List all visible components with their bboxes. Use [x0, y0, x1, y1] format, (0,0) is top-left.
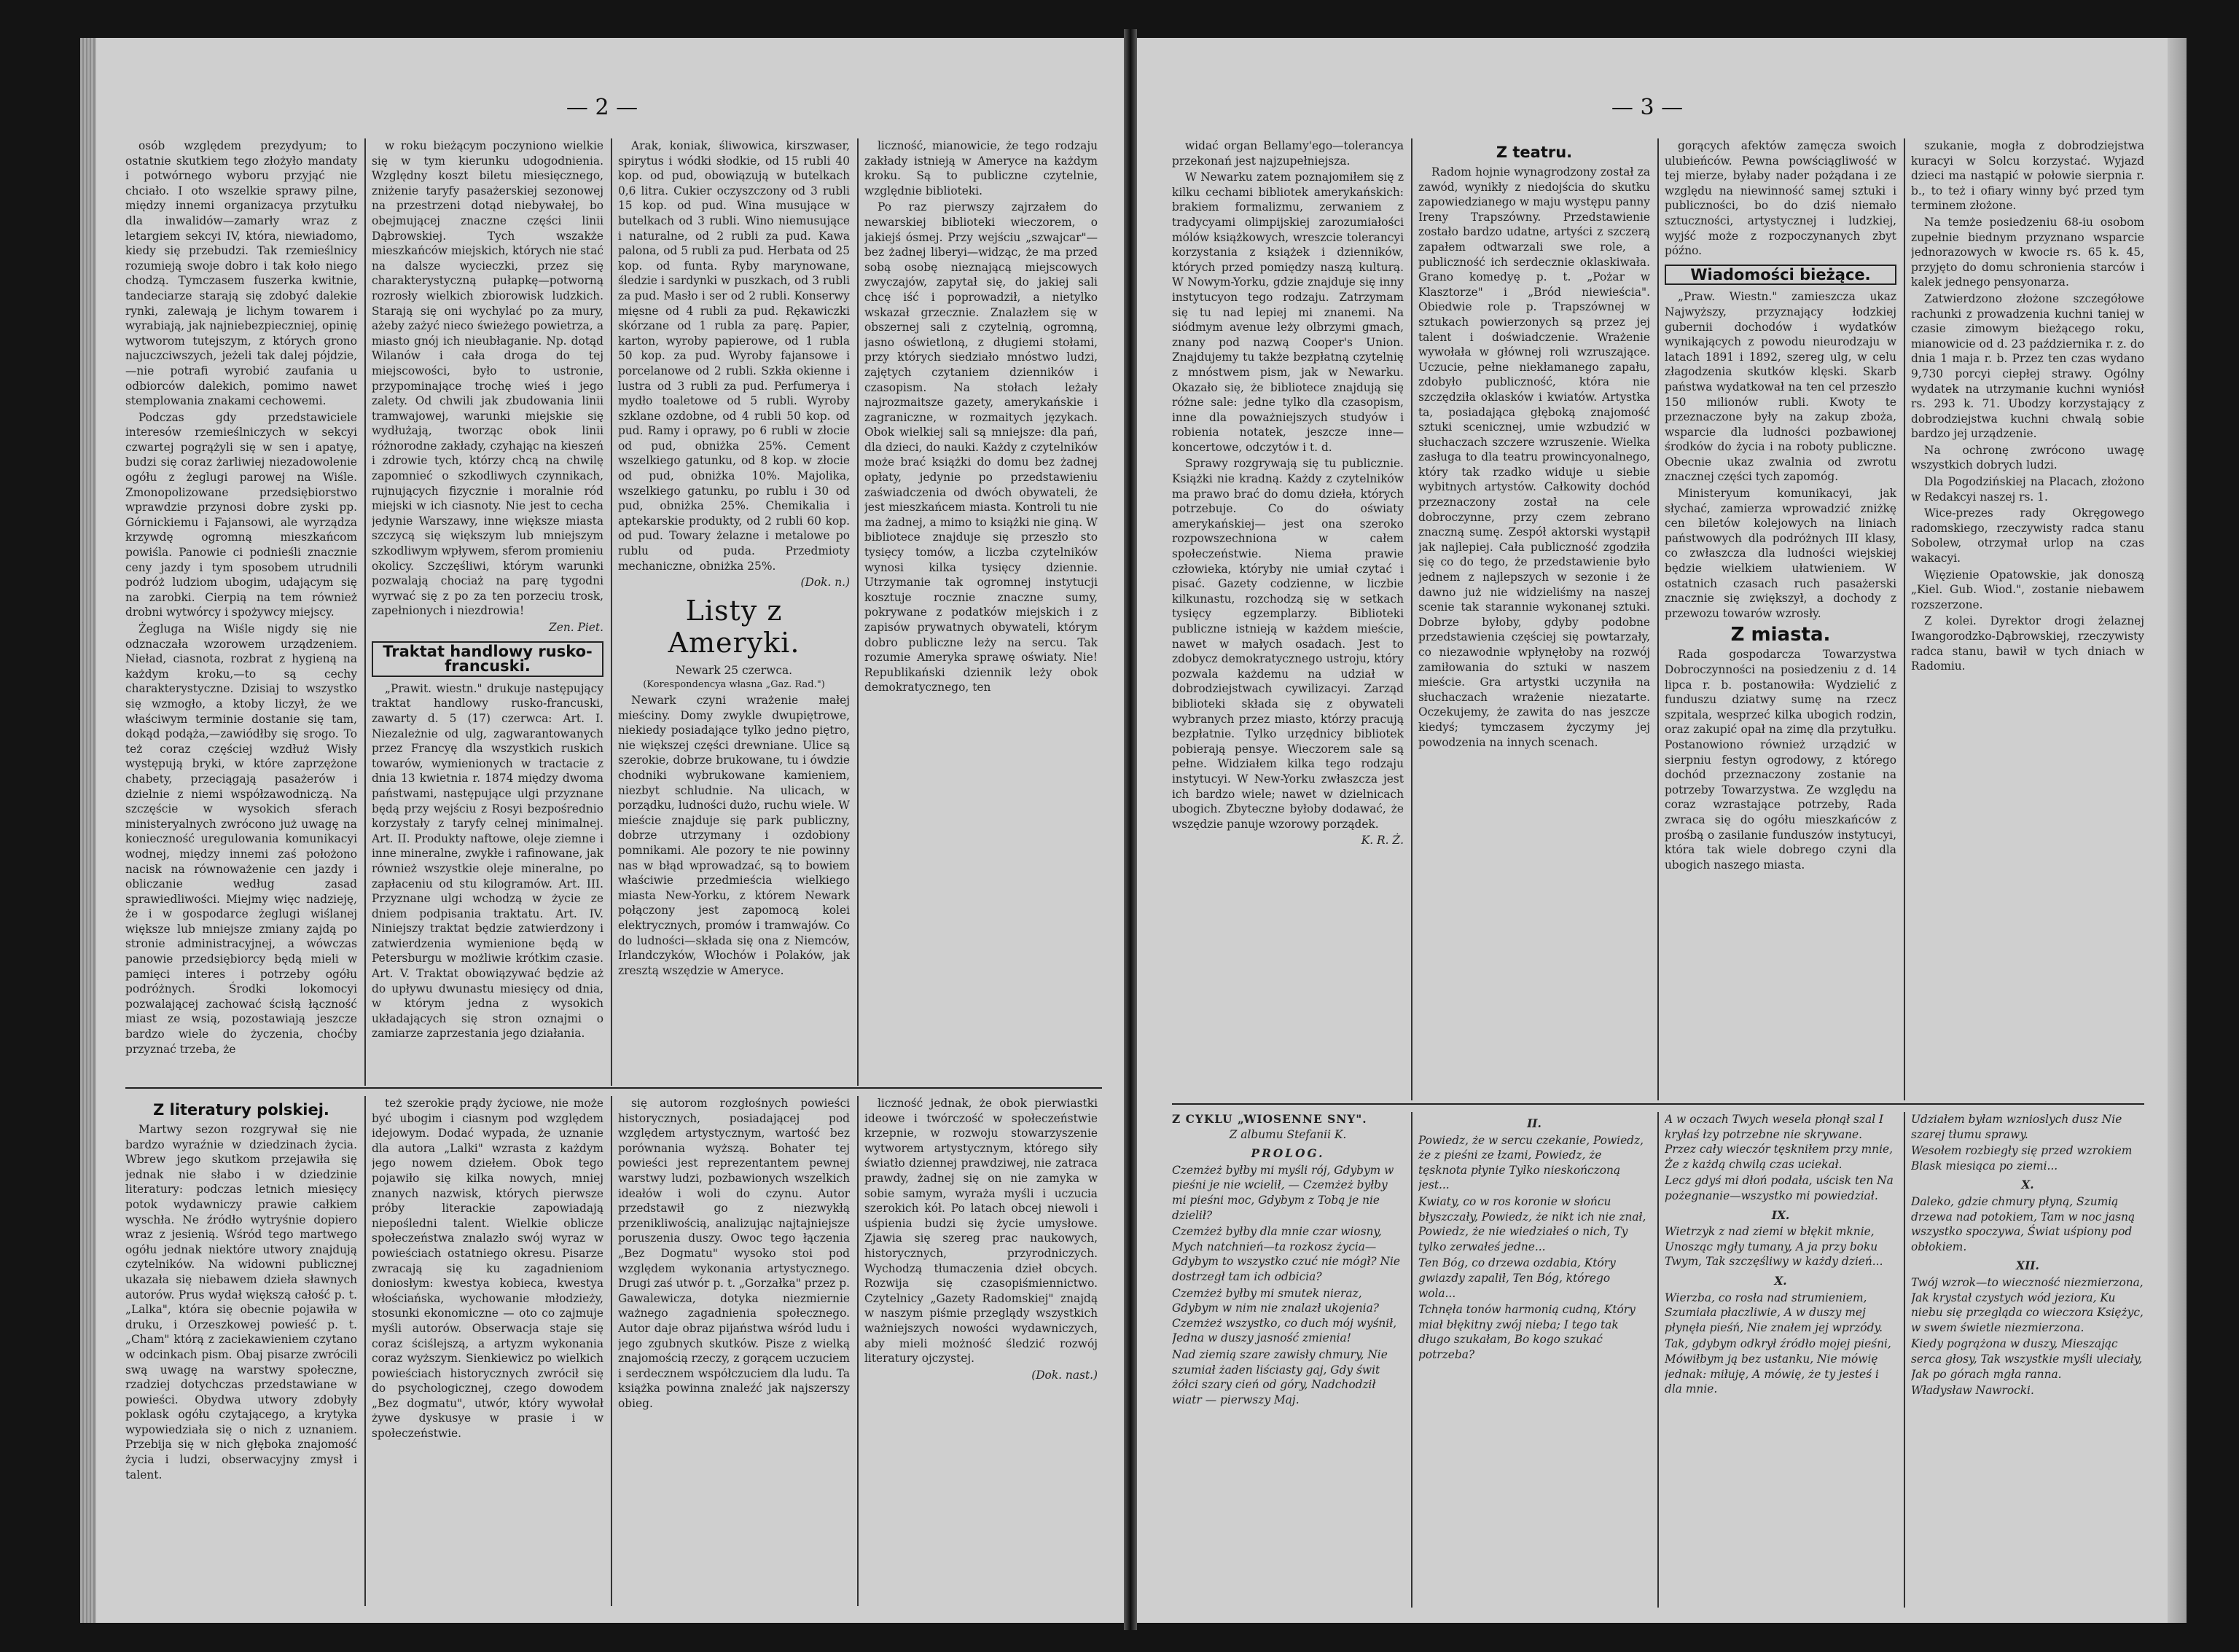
paragraph: Wice-prezes rady Okręgowego radomskiego, rzeczywisty radca stanu Sobolew, otrzymał urlop na czas wakacyi. — [1911, 506, 2144, 565]
stanza: Czemżeż byłby mi smutek nieraz, Gdybym w nim nie znalazł ukojenia? Czemżeż wszystko, co duch mój wyśnił, Jedna w duszy jasność zmienia! — [1172, 1286, 1397, 1345]
stanza: Udziałem byłam wznioslych dusz Nie szarej tłumu sprawy. — [1911, 1113, 2122, 1141]
literature-col-2 — [372, 1096, 603, 1606]
stanza: A w oczach Twych wesela płonął szal I kryłaś łzy potrzebne nie skrywane. Przez cały wieczór tęskniłem przy mnie, Że z każdą chwilą czas uciekał. — [1665, 1113, 1894, 1171]
page-number: — 2 — — [566, 95, 638, 120]
poem-title: Z CYKLU „WIOSENNE SNY". — [1172, 1113, 1367, 1126]
poem-section-heading: XII. — [2016, 1259, 2039, 1273]
paragraph: Ministeryum komunikacyi, jak słychać, zamierza wprowadzić zniżkę cen biletów kolejowych na liniach państwowych dla podróżnych III klasy, co zwłaszcza dla ludności wiejskiej będzie wielkiem ułatwieniem. W ostatnich czasach ruch pasażerski znacznie się zwiększył, a dochody z przewozu towarów wzrosły. — [1665, 487, 1896, 620]
column-divider — [364, 1096, 366, 1606]
section-rule — [125, 1087, 1102, 1089]
continuation-note: (Dok. n.) — [800, 576, 850, 590]
paragraph: Zatwierdzono złożone szczegółowe rachunki z prowadzenia kuchni taniej w czasie zimowym bieżącego roku, mianowicie od d. 23 października r. z. do dnia 1 maja r. b. Przez ten czas wydano 9,730 porcyi ciepłej strawy. Ogólny wydatek na utrzymanie kuchni wyniósł rs. 293 k. 71. Ubodzy korzystający z dobrodziejstwa kuchni chwalą sobie bardzo jej urządzenie. — [1911, 291, 2144, 441]
paragraph: osób względem prezydyum; to ostatnie skutkiem tego złożyło mandaty i potwórnego wyboru przyjąć nie chciało. I oto wszelkie sprawy pilne, między innemi organizacya przytułku dla inwalidów—zamarły wraz z letargiem sekcyi IV, która, niewiadomo, kiedy się przebudzi. Tak rzemieślnicy rozumieją swoje dobro i tak koło niego chodzą. Tymczasem fuszerka kwitnie, tandeciarze starają się zdobyć dalekie rynki, zalewają je lichym towarem i wyrabiają, jak najniebezpieczniej, opinię wytworom tutejszym, z których grono najuczciwszych, jeżeli tak dalej pójdzie,—nie potrafi wyrobić zaufania u odbiorców dalekich, pomimo nawet stemplowania znakami cechowemi. — [125, 139, 357, 408]
poem-section-heading: II. — [1527, 1117, 1541, 1130]
poem-section-heading: IX. — [1771, 1208, 1790, 1222]
right-page — [1137, 38, 2187, 1623]
paragraph: się autorom rozgłośnych powieści historycznych, posiadającej pod względem artystycznym, wartość bez porównania wyższą. Bohater tej powieści jest reprezentantem pewnej warstwy ludzi, pozbawionych wszelkich ideałów i woli do czynu. Autor przedstawił go z niezwykłą przenikliwością, analizując najtajniejsze poruszenia duszy. Owoc tego łączenia „Bez Dogmatu" wysoko stoi pod względem wykonania artystycznego. Drugi zaś utwór p. t. „Gorzałka" przez p. Gawalewicza, dotyka niezmiernie ważnego zagadnienia społecznego. Autor daje obraz pijaństwa wśród ludu i jego zgubnych skutków. Pisze z wielką znajomością rzeczy, z gorącem uczuciem i serdecznem współczuciem dla ludu. Ta książka powinna znaleźć jak najszerszy obieg. — [618, 1097, 850, 1410]
stanza: Ten Bóg, co drzewa ozdabia, Który gwiazdy zapalił, Ten Bóg, którego wola... — [1418, 1256, 1616, 1300]
paragraph: Więzienie Opatowskie, jak donoszą „Kiel. Gub. Wiod.", zostanie niebawem rozszerzone. — [1911, 568, 2144, 611]
page-number: — 3 — — [1611, 95, 1684, 120]
literature-col-4 — [864, 1096, 1098, 1606]
section-heading-america: Listy z Ameryki. — [668, 594, 800, 659]
paragraph: Na temże posiedzeniu 68-iu osobom zupełnie biednym przyznano wsparcie jednorazowych w kwocie rs. 65 k. 45, przyjęto do domu schronienia starców i kalek jednego pensyonarza. — [1911, 215, 2144, 289]
column-divider — [611, 138, 612, 1086]
paragraph: „Prawit. wiestn." drukuje następujący traktat handlowy rusko-francuski, zawarty d. 5 (17) czerwca: Art. I. Niezależnie od ulg, zagwarantowanych przez Francyę dla wszystkich ruskich towarów, wymienionych w tractacie z dnia 13 kwietnia r. 1874 między dwoma państwami, następujące ulgi przyznane będą przy wejściu z Rosyi bezpośrednio korzystały z taryfy celnej minimalnej. Art. II. Produkty naftowe, oleje ziemne i inne mineralne, zwykłe i rafinowane, jak również wszystkie oleje mineralne, po zapłaceniu od stu kilogramów. Art. III. Przyznane ulgi wchodzą w życie ze dniem podpisania traktatu. Art. IV. Niniejszy traktat będzie zatwierdzony i zatwierdzenia wymienione będą w Petersburgu w możliwie krótkim czasie. Art. V. Traktat obowiązywać będzie aż do upływu dwunastu miesięcy od dnia, w którym jedna z wysokich układających się stron oznajmi o zamiarze zaprzestania jego działania. — [372, 681, 603, 1041]
stanza: Daleko, gdzie chmury płyną, Szumią drzewa nad potokiem, Tam w noc jasną wszystko spoczywa, Świat uśpiony pod obłokiem. — [1911, 1194, 2136, 1253]
column-divider — [1657, 138, 1659, 1100]
stanza: Lecz gdyś mi dłoń podała, uścisk ten Na pożegnanie—wszystko mi powiedział. — [1665, 1174, 1894, 1202]
stanza: Czemżeż byłby dla mnie czar wiosny, Mych natchnień—ta rozkosz życia— Gdybym to wszystko czuć nie mógł? Nie dostrzegł tam ich odbicia? — [1172, 1225, 1400, 1283]
stanza: Czemżeż byłby mi myśli rój, Gdybym w pieśni je nie wcielił, — Czemżeż byłby mi pieśni moc, Gdybym z Tobą je nie dzielił? — [1172, 1163, 1394, 1222]
column-divider — [1411, 138, 1412, 1100]
author-signature: Zen. Piet. — [549, 621, 603, 634]
poem-col-3 — [1665, 1112, 1896, 1608]
left-col-4 — [864, 138, 1098, 1086]
paragraph: „Praw. Wiestn." zamieszcza ukaz Najwyższy, przyznający łodzkiej gubernii dochodów i wydatków wynikających z powodu nieurodzaju w latach 1891 i 1892, szereg ulg, w celu złagodzenia skutków klęski. Skarb państwa wydatkował na ten cel przeszło 150 milionów rubli. Kwoty te przeznaczone były na zakup zboża, wsparcie dla ludności pozbawionej środków do życia i na roboty publiczne. Obecnie ukaz zwalnia od zwrotu znacznej części tych zapomóg. — [1665, 290, 1896, 484]
left-col-2 — [372, 138, 603, 1086]
paragraph: liczność, mianowicie, że tego rodzaju zakłady istnieją w Ameryce na każdym kroku. Są to publiczne czytelnie, względnie biblioteki. — [864, 139, 1098, 197]
poem-col-4 — [1911, 1112, 2144, 1608]
poem-col-1 — [1172, 1112, 1404, 1608]
section-heading-theatre: Z teatru. — [1496, 144, 1573, 161]
column-divider — [1904, 1112, 1905, 1608]
left-page — [80, 38, 1124, 1623]
column-divider — [857, 1096, 859, 1606]
correspondence-note: (Korespondencya własna „Gaz. Rad.") — [643, 679, 825, 691]
right-col-4 — [1911, 138, 2144, 1100]
author-signature: Władysław Nawrocki. — [1911, 1384, 2034, 1398]
poem-section-heading: X. — [1774, 1274, 1787, 1288]
paragraph: Martwy sezon rozgrywał się nie bardzo wyraźnie w dziedzinach życia. Wbrew jego skutkom przejawiła się jednak nie słabo i w dziedzinie literatury: podczas letnich miesięcy potok wydawniczy prawie całkiem wyschła. Ne źródło wytryśnie dopiero wraz z jesienią. Wśród tego martwego ogółu jednak niektóre utwory znajdują czytelników. Na widowni publicznej ukazała się niebawem dzieła sławnych autorów. Prus wydał większą całość p. t. „Lalka", która się obecnie pojawiła w druku, i Orzeszkowej powieść p. t. „Cham" którą z zaciekawieniem czytano w odcinkach pism. Obaj pisarze zwrócili swą uwagę na warstwy społeczne, rzadziej dotychczas przedstawiane w powieści. Obydwa utwory zdobyły poklask ogółu czytającego, a krytyka wypowiedziała się o nich z uznaniem. Przebija się w nich głęboka znajomość życia i ludzi, obserwacyjny zmysł i talent. — [125, 1123, 357, 1481]
section-heading-literature: Z literatury polskiej. — [153, 1101, 329, 1119]
paragraph: Dla Pogodzińskiej na Placach, złożono w Redakcyi naszej rs. 1. — [1911, 475, 2144, 504]
continuation-note: (Dok. nast.) — [1031, 1368, 1098, 1382]
section-heading-treaty: Traktat handlowy rusko-francuski. — [372, 641, 603, 677]
column-divider — [611, 1096, 612, 1606]
stanza: Powiedz, że w sercu czekanie, Powiedz, że z pieśni ze łzami, Powiedz, że tęsknota płynie Tylko nieskończoną jest... — [1418, 1133, 1644, 1192]
column-divider — [857, 138, 859, 1086]
paragraph: Radom hojnie wynagrodzony został za zawód, wynikły z niedojścia do skutku zapowiedzianego w maju występu panny Ireny Trapszówny. Przedstawienie zostało bardzo udatne, artyści z szczerą zapałem odtwarzali swe role, a publiczność ich serdecznie oklaskiwała. Grano komedyę p. t. „Pożar w Klasztorze" i „Bród niewieścia". Obiedwie role p. Trapszównej w sztukach powierzonych są przez jej talent i doświadczenie. Wrażenie wywołała w głównej roli wzruszające. Uczucie, pełne niekłamanego zapału, zdobyło publiczność, która nie szczędziła oklasków i kwiatów. Artystka ta, posiadająca głęboką znajomość sztuki scenicznej, umie wzbudzić w słuchaczach szczere wzruszenie. Wielka zasługa to dla teatru prowincyonalnego, który tak rzadko widuje u siebie wybitnych artystów. Całkowity dochód przeznaczony został na cele dobroczynne, przy czem zebrano znaczną sumę. Zespół aktorski wystąpił jak najlepiej. Cała publiczność zgodziła się co do tego, że przedstawienie było jednem z najlepszych w sezonie i że dawno już nie widzieliśmy na naszej scenie tak starannie wykonanej sztuki. Dobrze byłoby, gdyby podobne przedstawienia częściej się powtarzały, co niezawodnie wpłynęłoby na rozwój zamiłowania do sztuki w naszem mieście. Gra artystki uczyniła na słuchaczach wrażenie niezatarte. Oczekujemy, że zawita do nas jeszcze kiedyś; tymczasem życzymy jej powodzenia na innych scenach. — [1418, 165, 1650, 749]
column-divider — [1904, 138, 1905, 1100]
column-divider — [1657, 1112, 1659, 1608]
poem-section-heading: PROLOG. — [1251, 1147, 1325, 1161]
paragraph: Podczas gdy przedstawiciele interesów rzemieślniczych w sekcyi czwartej pogrążyli się w sen i apatyę, budzi się coraz żarliwiej niezadowolenie ogółu z żeglugi parowej na Wiśle. Zmonopolizowane przedsiębiorstwo wprawdzie przynosi dobre zyski pp. Górnickiemu i Fajansowi, ale wyrządza krzywdę ogromną mieszkańcom powiśla. Panowie ci podnieśli znacznie ceny jazdy i tym sposobem utrudnili podróż ludziom ubogim, udającym się na zarobki. Cierpią na tem również drobni wytwórcy i spożywcy miejscy. — [125, 410, 357, 619]
paragraph: Sprawy rozgrywają się tu publicznie. Książki nie kradną. Każdy z czytelników ma prawo brać do domu dzieła, których potrzebuje. Co do oświaty amerykańskiej— jest ona szeroko rozpowszechniona w całem społeczeństwie. Niema prawie człowieka, któryby nie umiał czytać i pisać. Gazety codzienne, w liczbie kilkunastu, rozchodzą się w setkach tysięcy egzemplarzy. Biblioteki publiczne istnieją w każdem mieście, nawet w małych osadach. Jest to zdobycz demokratycznego ustroju, który pozwala każdemu na udział w dobrodziejstwach cywilizacyi. Zarząd biblioteki składa się z obywateli wybranych przez miasto, którzy pracują bezpłatnie. Tylko urzędnicy bibliotek pobierają pensye. Wieczorem sale są pełne. Widziałem kilka tego rodzaju instytucyi. W New-Yorku zwłaszcza jest ich bardzo wiele; nawet w dzielnicach ubogich. Zbyteczne byłoby dodawać, że wszędzie panuje wzorowy porządek. — [1172, 457, 1404, 831]
paragraph: gorących afektów zamęcza swoich ulubieńców. Pewna powściągliwość w tej mierze, byłaby nader pożądana i ze względu na niewinność samej sztuki i publiczności, bo do dziś niemało sztuczności, artystycznej i ludzkiej, wyjść może z rozpoczynanych zbyt późno. — [1665, 139, 1896, 258]
paragraph: Arak, koniak, śliwowica, kirszwaser, spirytus i wódki słodkie, od 15 rubli 40 kop. od pud, obowiązują w butelkach 0,6 litra. Cukier oczyszczony od 3 rubli 15 kop. od pud. Wina musujące w butelkach od 3 rubli. Wino niemusujące i naturalne, od 2 rubli za pud. Kawa palona, od 5 rubli za pud. Herbata od 25 kop. od funta. Ryby marynowane, śledzie i sardynki w puszkach, od 3 rubli za pud. Masło i ser od 2 rubli. Konserwy mięsne od 4 rubli za pud. Rękawiczki skórzane od 1 rubla za parę. Papier, karton, wyroby papierowe, od 1 rubla 50 kop. za pud. Wyroby fajansowe i porcelanowe od 2 rubli. Szkła okienne i lustra od 3 rubli za pud. Perfumerya i mydło toaletowe od 5 rubli. Wyroby szklane ozdobne, od 4 rubli 50 kop. od pud. Ramy i oprawy, po 6 rubli w złocie od pud, obniżka 25%. Cement wszelkiego gatunku, od 8 kop. w złocie od pud, obniżka 10%. Majolika, wszelkiego gatunku, po rublu i 30 od pud, obniżka 25%. Chemikalia i aptekarskie produkty, od 2 rubli 60 kop. od pud. Towary żelazne i metalowe po rublu od puda. Przedmioty mechaniczne, obniżka 25%. — [618, 139, 850, 573]
column-divider — [1411, 1112, 1412, 1608]
page-edge — [2168, 38, 2187, 1623]
stanza: Kiedy pogrążona w duszy, Mieszając serca głosy, Tak wszystkie myśli uleciały, Jak po górach mgła ranna. — [1911, 1337, 2143, 1381]
poem-subtitle: Z albumu Stefanii K. — [1229, 1127, 1347, 1141]
left-col-1 — [125, 138, 357, 1086]
paragraph: W Newarku zatem poznajomiłem się z kilku cechami bibliotek amerykańskich: brakiem formalizmu, zerwaniem z tradycyami olimpijskiej zarozumiałości mólów książkowych, wreszcie tolerancyi korzystania z książek i dzienników, których przed pomiędzy naszą kulturą. W Nowym-Yorku, gdzie znajduje się inny instytucyon tego rodzaju. Zatrzymam się tu nad lepiej mi znanemi. Na siódmym avenue leży olbrzymi gmach, znany pod nazwą Cooper's Union. Znajdujemy tu także bezpłatną czytelnię z mnóstwem pism, jak w Newarku. Okazało się, że bibliotece znajdują się różne sale: jedne tylko dla czasopism, inne dla poważniejszych studyów i robienia notatek, jeszcze inne—koncertowe, odczytów i t. d. — [1172, 171, 1404, 454]
paragraph: w roku bieżącym poczyniono wielkie się w tym kierunku udogodnienia. Względny koszt biletu miesięcznego, zniżenie taryfy pasażerskiej sezonowej na przestrzeni dotąd niebywałej, bo obejmującej znaczne części linii Dąbrowskiej. Tych wszakże mieszkańców miejskich, których nie stać na dalsze wycieczki, przez się charakterystyczną pułapkę—potworną rozrosły wielkich zbiorowisk ludzkich. Starają się oni wychylać po za mury, ażeby zażyć nieco świeżego powietrza, a miasto gnój ich nieubłaganie. Np. dotąd Wilanów i cała droga do tej miejscowości, było to ustronie, przypominające trochę wieś i jego zalety. Od chwili jak zbudowania linii tramwajowej, warunki miejskie się wydłużają, tworząc obok linii różnorodne zakłady, czyhając na kieszeń i zdrowie tych, którzy chcą na chwilę zapomnieć o szkodliwych czynnikach, rujnujących fizycznie i moralnie ród miejski w ich ciasnoty. Nie jest to cecha jedynie Warszawy, inne większe miasta szczycą się większym lub mniejszym szkodliwym wpływem, sferom promieniu okolicy. Szczęśliwi, którym warunki pozwalają chociaż na parę tygodni wyrwać się z po za ten porzeciu trosk, zapełnionych i niezdrowia! — [372, 139, 603, 618]
section-heading-city: Z miasta. — [1730, 624, 1831, 646]
stanza: Nad ziemią szare zawisły chmury, Nie szumiał żaden liściasty gaj, Gdy świt żółci szary cień od góry, Nadchodził wiatr — pierwszy Maj. — [1172, 1347, 1388, 1406]
poem-section-heading: X. — [2021, 1178, 2034, 1192]
left-col-3 — [618, 138, 850, 1086]
right-col-1 — [1172, 138, 1404, 1100]
dateline: Newark 25 czerwca. — [675, 663, 793, 677]
section-rule — [1172, 1103, 2144, 1105]
paragraph: też szerokie prądy życiowe, nie może być ubogim i ciasnym pod względem idejowym. Dodać wypada, że uznanie dla autora „Lalki" wzrasta z każdym jego nowem dziełem. Obok tego pojawiło się kilka nowych, mniej znanych nazwisk, których pierwsze próby literackie zapowiadają niepośledni talent. Wielkie oblicze społeczeństwa znalazło swój wyraz w powieściach ostatniego okresu. Pisarze zwracają się ku zagadnieniom doniosłym: kwestya kobieca, kwestya włościańska, wychowanie młodzieży, stosunki ekonomiczne — oto co zajmuje myśli autorów. Obserwacja staje się coraz ściślejszą, a artyzm wykonania coraz wyższym. Sienkiewicz po wielkich powieściach historycznych zwrócił się do psychologicznej, czego dowodem „Bez dogmatu", utwór, który wywołał żywe dyskusye w prasie i w społeczeństwie. — [372, 1097, 603, 1441]
stanza: Tchnęła tonów harmonią cudną, Który miał błękitny zwój nieba; I tego tak długo szukałam, Bo kogo szukać potrzeba? — [1418, 1303, 1636, 1361]
stanza: Wietrzyk z nad ziemi w błękit mknie, Unosząc mgły tumany, A ja przy boku Twym, Tak szczęśliwy w każdy dzień... — [1665, 1225, 1883, 1269]
right-col-2 — [1418, 138, 1650, 1100]
stanza: Twój wzrok—to wieczność niezmierzona, Jak krystał czystych wód jeziora, Ku niebu się przegląda co wieczora Księżyc, w swem świetle niezmierzona. — [1911, 1275, 2144, 1334]
paragraph: Rada gospodarcza Towarzystwa Dobroczynności na posiedzeniu z d. 14 lipca r. b. postanowiła: Wydzielić z funduszu dziatwy sumę na rzecz szpitala, wesprzeć kilka ubogich rodzin, oraz zakupić opał na zimę dla przytułku. Postanowiono również urządzić w sierpniu festyn ogrodowy, z którego dochód przeznaczony zostanie na potrzeby Towarzystwa. Ze względu na coraz wzrastające potrzeby, Rada zwraca się do ogółu mieszkańców z prośbą o zasilanie funduszów instytucyi, która tak wiele dobrego czyni dla ubogich naszego miasta. — [1665, 648, 1896, 872]
stanza: Wesołem rozbiegły się przed wzrokiem Blask miesiąca po ziemi... — [1911, 1144, 2133, 1173]
paragraph: Newark czyni wrażenie małej mieściny. Domy zwykle dwupiętrowe, niekiedy posiadające tylko jedno piętro, nie większej części drewniane. Ulice są szerokie, dobrze brukowane, tu i ówdzie chodniki wybrukowane kamieniem, niezbyt schludnie. Na ulicach, w porządku, ludności dużo, ruchu wiele. W mieście znajduje się park publiczny, dobrze utrzymany i ozdobiony pomnikami. Ale pozory te nie powinny nas w błąd wprowadzać, są to bowiem właściwie przedmieścia wielkiego miasta New-Yorku, z którem Newark połączony jest zapomocą kolei elektrycznych, promów i tramwajów. Co do ludności—składa się ona z Niemców, Irlandczyków, Włochów i Polaków, jak zresztą wszędzie w Ameryce. — [618, 694, 850, 977]
right-col-3 — [1665, 138, 1896, 1100]
paragraph: Po raz pierwszy zajrzałem do newarskiej biblioteki wieczorem, o jakiejś ósmej. Przy wejściu „szwajcar"—bez żadnej liberyi—widząc, że ma przed sobą osobę nieznającą miejscowych zwyczajów, zapytał się, do jakiej sali chcę iść i poprowadził, a nietylko wskazał grzecznie. Znalazłem się w obszernej sali z czytelnią, ogromną, jasno oświetloną, z długiemi stołami, przy których siedziało mnóstwo ludzi, zajętych czytaniem dzienników i czasopism. Na stołach leżały najrozmaitsze gazety, amerykańskie i zagraniczne, w rozmaitych językach. Obok wielkiej sali są mniejsze: dla pań, dla dzieci, do nauki. Każdy z czytelników może brać książki do domu bez żadnej opłaty, jedynie po przedstawieniu zaświadczenia od dwóch obywateli, że jest mieszkańcem miasta. Kontroli tu nie ma żadnej, a mimo to książki nie giną. W bibliotece znajduje się przeszło sto tysięcy tomów, a liczba czytelników wynosi kilka tysięcy dziennie. Utrzymanie tak ogromnej instytucji kosztuje rocznie znaczne sumy, pokrywane z podatków miejskich i z zapisów prywatnych obywateli, którym dobro publiczne leży na sercu. Tak rozumie Ameryka sprawę oświaty. Nie! Republikański dziennik leży obok demokratycznego, ten — [864, 200, 1098, 694]
literature-col-1 — [125, 1096, 357, 1606]
stanza: Wierzba, co rosła nad strumieniem, Szumiała płaczliwie, A w duszy mej płynęła pieśń, Nie znałem jej wprzódy. — [1665, 1291, 1883, 1334]
paragraph: Na ochronę zwrócono uwagę wszystkich dobrych ludzi. — [1911, 443, 2144, 472]
paragraph: liczność jednak, że obok pierwiastki ideowe i twórczość w społeczeństwie krzepnie, w rozwoju stowarzyszenie wytworem artystycznym, którego siły światło dziennej prawdziwej, nie zatraca prawdy, żadnej się on nie zamyka w sobie samym, wyraża myśli i uczucia szerokich kół. Po latach obcej niewoli i uśpienia budzi się życie umysłowe. Zjawia się szereg prac naukowych, historycznych, przyrodniczych. Wychodzą tłumaczenia dzieł obcych. Rozwija się czasopiśmiennictwo. Czytelnicy „Gazety Radomskiej" znajdą w naszym piśmie przeglądy wszystkich ważniejszych nowości wydawniczych, aby mieli możność śledzić rozwój literatury ojczystej. — [864, 1097, 1098, 1366]
literature-col-3 — [618, 1096, 850, 1606]
paragraph: Żegluga na Wiśle nigdy się nie odznaczała wzorowem urządzeniem. Nieład, ciasnota, rozbrat z hygieną na każdym kroku,—to są cechy charakterystyczne. Dzisiaj to wszystko się wzmogło, a ktoby liczył, że we właściwym terminie dostanie się tam, dokąd podąża,—zawiódłby się srogo. To też coraz częściej wzdłuż Wisły występują bryki, w które zaprzężone chabety, przeciągają pasażerów i dzielnie z niemi współzawodniczą. Na szczęście w wysokich sferach ministeryalnych zwrócono już uwagę na konieczność uregulowania komunikacyi wodnej, między innemi zaś położono nacisk na równoważenie cen jazdy i obliczanie według zasad sprawiedliwości. Miejmy więc nadzieję, że i w gospodarce żeglugi wiślanej większe lub mniejsze zmiany zajdą po stronie administracyjnej, a wówczas panowie przedsiębiorcy będą mieli w pamięci interes i potrzeby ogółu podróżnych. Środki lokomocyi pozwalającej zachować ścisłą łączność miast ze wsią, pozostawiają jeszcze bardzo wiele do życzenia, choćby przyznać trzeba, że — [125, 622, 357, 1056]
stanza: Tak, gdybym odkrył źródło mojej pieśni, Mówiłbym ją bez ustanku, Nie mówię jednak: miłuję, A mówię, że ty jesteś i dla mnie. — [1665, 1337, 1891, 1396]
page-stack-edge — [80, 38, 96, 1623]
paragraph: szukanie, mogła z dobrodziejstwa kuracyi w Solcu korzystać. Wyjazd dzieci ma nastąpić w połowie sierpnia r. b., to też i ofiary winny być przed tym terminem złożone. — [1911, 139, 2144, 213]
book-gutter — [1124, 29, 1137, 1630]
paragraph: Z kolei. Dyrektor drogi żelaznej Iwangorodzko-Dąbrowskiej, rzeczywisty radca stanu, bawił w tych dniach w Radomiu. — [1911, 614, 2144, 673]
stanza: Kwiaty, co w ros koronie w słońcu błyszczały, Powiedz, że nikt ich nie znał, Powiedz, że nie wiedziałeś o nich, Ty tylko zerwałeś jedne... — [1418, 1194, 1646, 1253]
poem-col-2 — [1418, 1112, 1650, 1608]
author-signature: K. R. Ż. — [1361, 834, 1404, 847]
column-divider — [364, 138, 366, 1086]
section-heading-current-news: Wiadomości bieżące. — [1665, 265, 1896, 286]
paragraph: widać organ Bellamy'ego—tolerancya przekonań jest najzupełniejsza. — [1172, 139, 1404, 168]
